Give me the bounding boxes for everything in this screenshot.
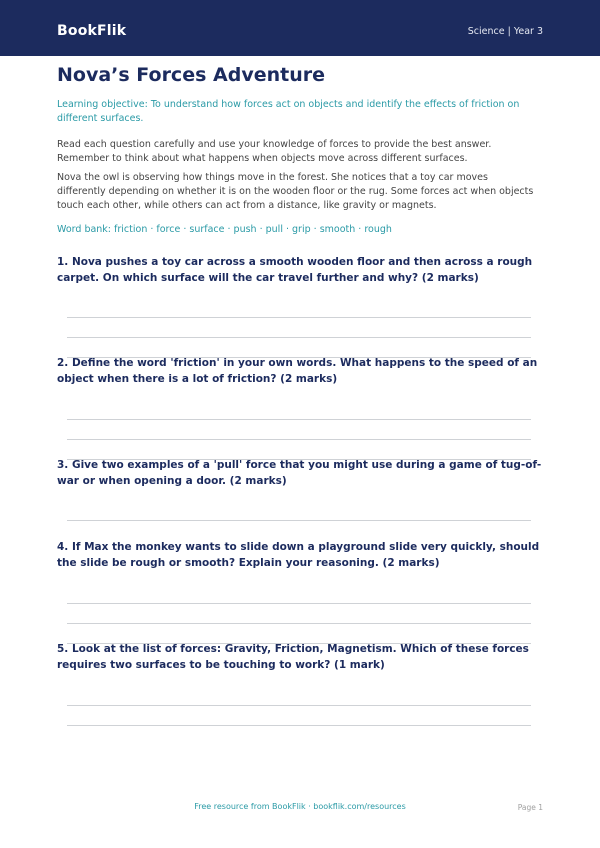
word-bank: Word bank: friction · force · surface · push · pull · grip · smooth · rough (57, 224, 392, 235)
worksheet-title: Nova’s Forces Adventure (57, 64, 325, 86)
answer-line[interactable] (67, 520, 531, 521)
intro-text: Nova the owl is observing how things move in the forest. She notices that a toy car moves differently depending on whether it is on the wooden floor or the rug. Some forces act when objects touch each other, while others can act from a distance, like gravity or magnets. (57, 172, 534, 211)
question-4: 4. If Max the monkey wants to slide down a playground slide very quickly, should the slide be rough or smooth? Explain your reasoning. (2 marks) (57, 541, 540, 569)
brand-logo: BookFlik (57, 23, 127, 39)
answer-line[interactable] (67, 337, 531, 338)
question-1: 1. Nova pushes a toy car across a smooth wooden floor and then across a rough carpet. On which surface will the car travel further and why? (2 marks) (57, 256, 533, 284)
answer-line[interactable] (67, 623, 531, 624)
answer-line[interactable] (67, 439, 531, 440)
answer-line[interactable] (67, 705, 531, 706)
page-header (0, 0, 600, 56)
question-3: 3. Give two examples of a 'pull' force that you might use during a game of tug-of-war or when opening a door. (2 marks) (57, 459, 542, 487)
subject-year-label: Science | Year 3 (467, 26, 543, 37)
question-5: 5. Look at the list of forces: Gravity, Friction, Magnetism. Which of these forces requires two surfaces to be touching to work? (1 mark) (57, 643, 529, 671)
learning-objective: Learning objective: To understand how forces act on objects and identify the effects of friction on different surfaces. (57, 99, 520, 124)
answer-line[interactable] (67, 419, 531, 420)
answer-line[interactable] (67, 603, 531, 604)
footer-credit: Free resource from BookFlik · bookflik.com/resources (194, 802, 406, 811)
page-number: Page 1 (517, 803, 543, 812)
question-2: 2. Define the word 'friction' in your own words. What happens to the speed of an object when there is a lot of friction? (2 marks) (57, 357, 538, 385)
answer-line[interactable] (67, 317, 531, 318)
instructions-text: Read each question carefully and use your knowledge of forces to provide the best answer. Remember to think about what happens when objects move across different surfaces. (57, 139, 492, 164)
answer-line[interactable] (67, 725, 531, 726)
